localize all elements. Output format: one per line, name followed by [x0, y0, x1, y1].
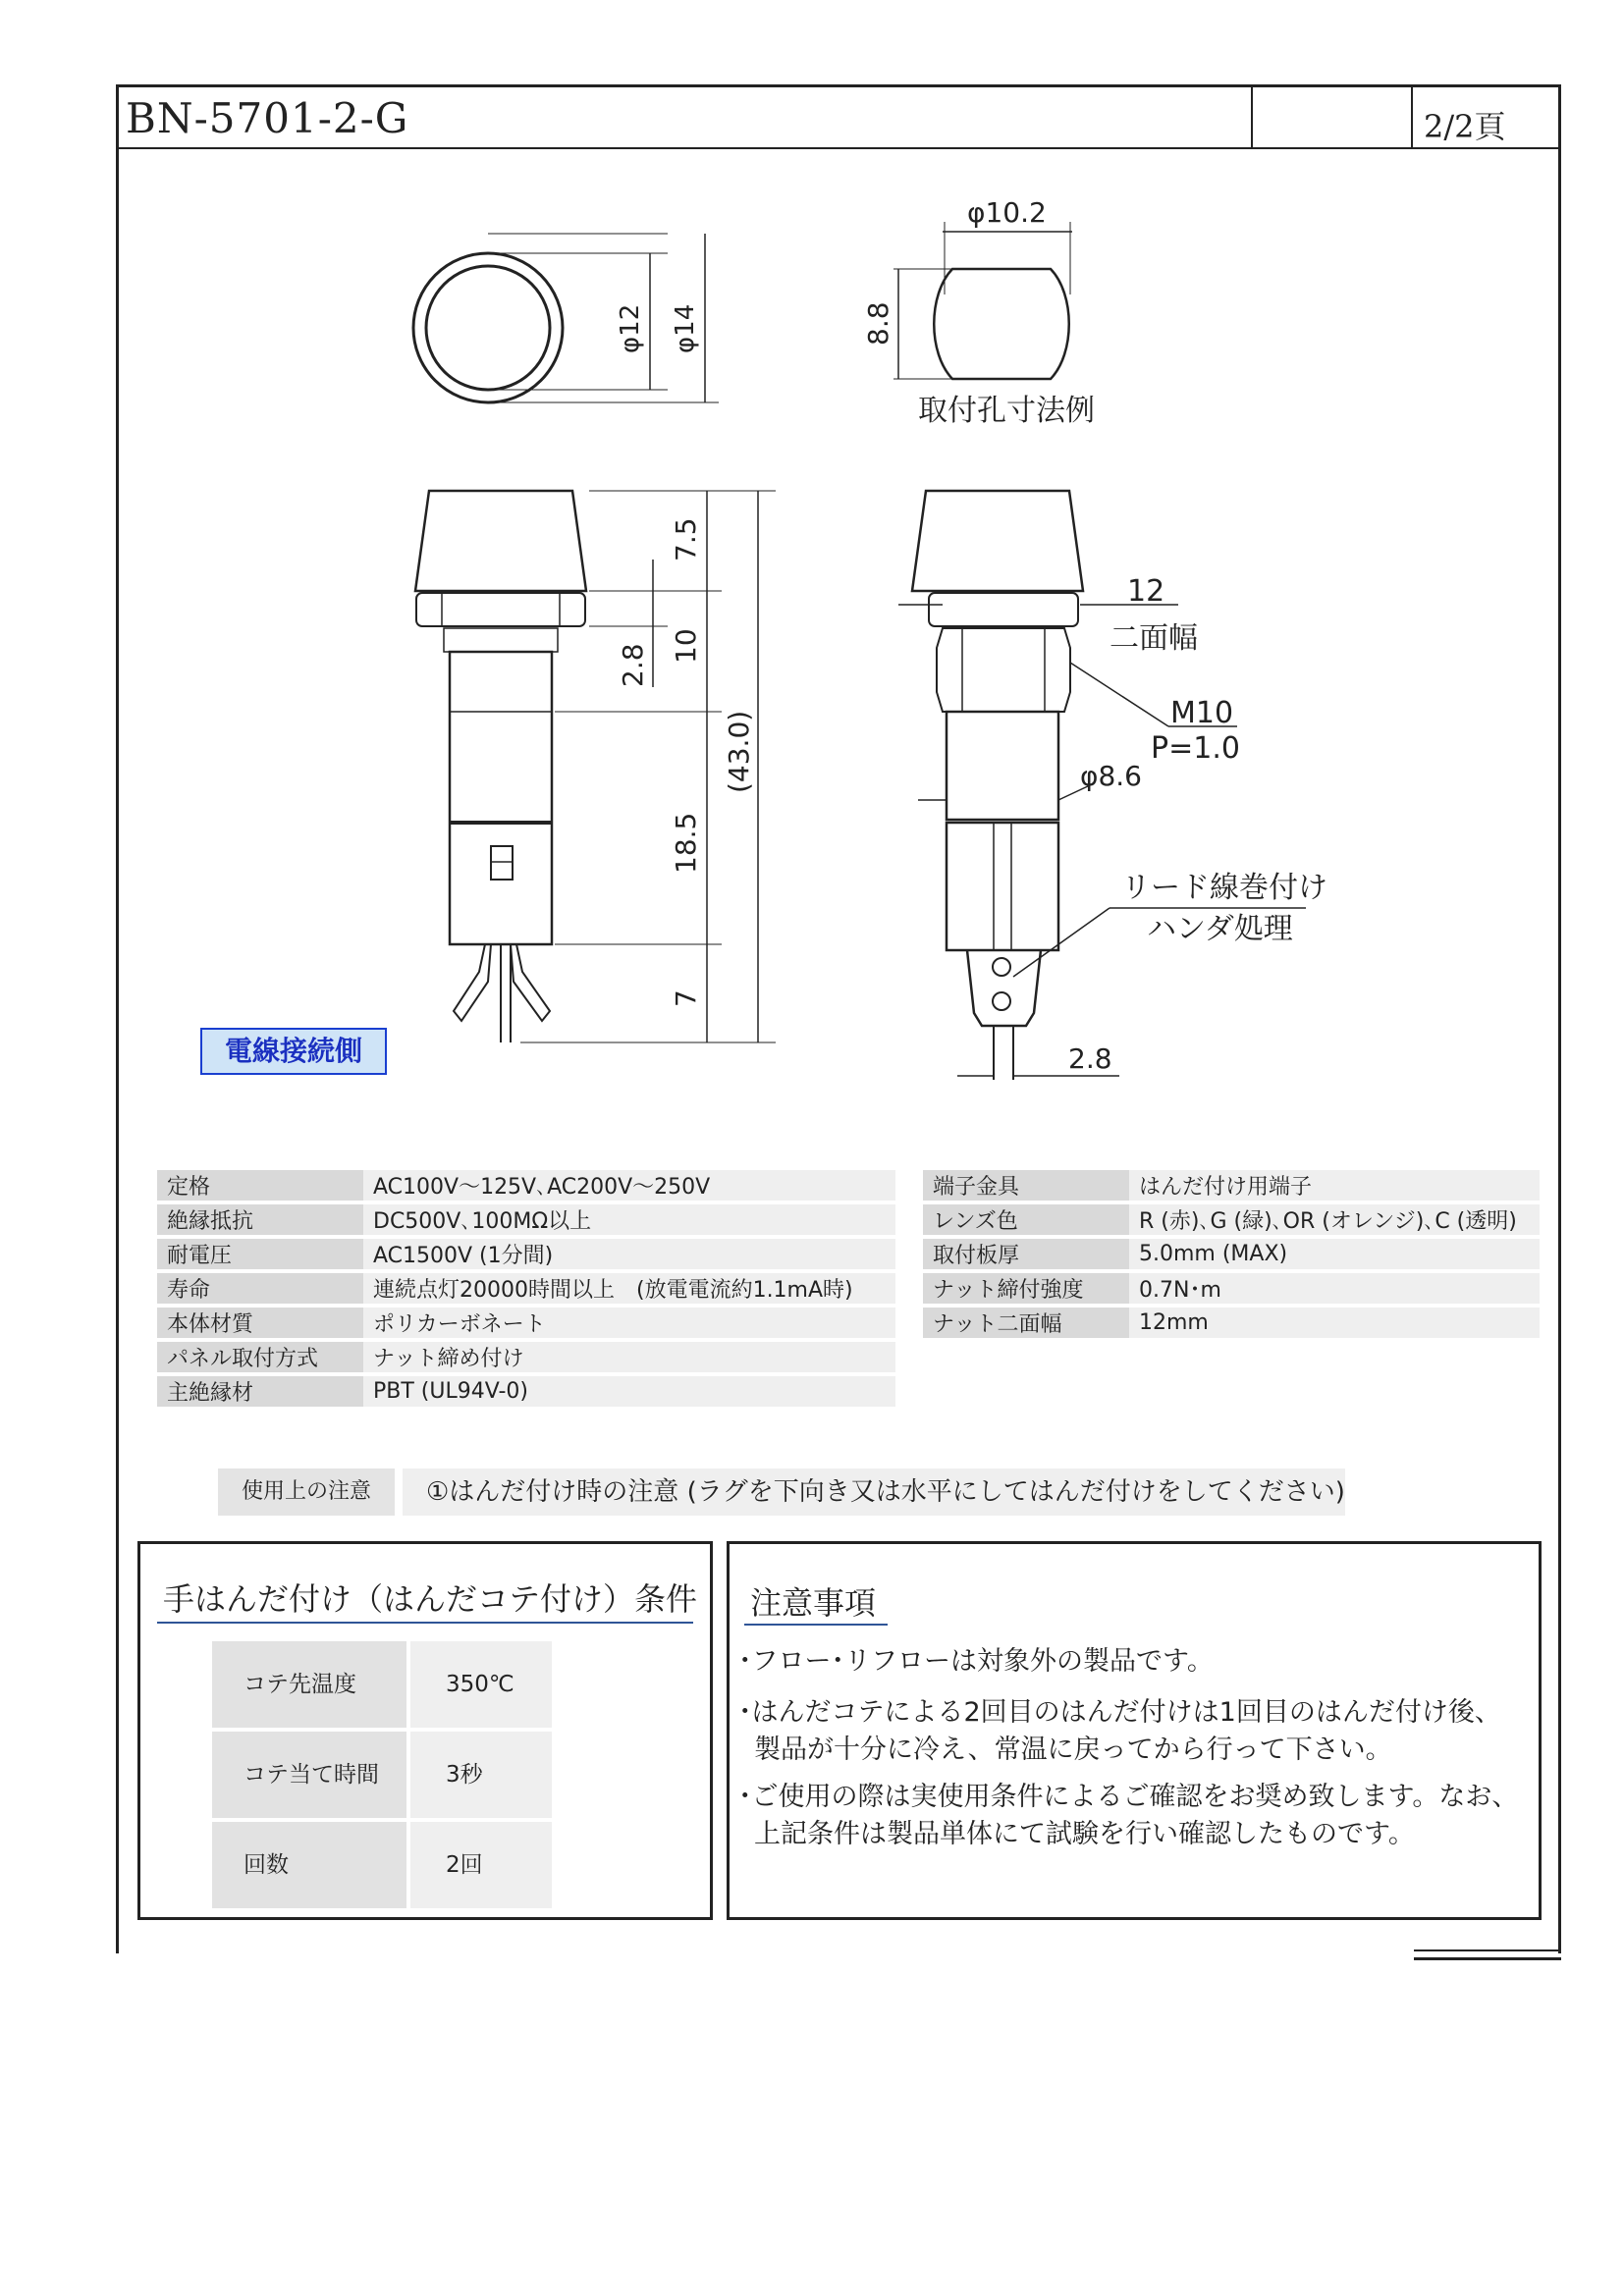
caution-text: ①はんだ付け時の注意 (ラグを下向き又は水平にしてはんだ付けをしてください)	[403, 1468, 1345, 1516]
table-row	[923, 1170, 1540, 1201]
spec-table-right	[923, 1166, 1540, 1342]
thread-size: M10	[1170, 696, 1234, 730]
table-row	[923, 1239, 1540, 1269]
spec-key: パネル取付方式	[157, 1342, 363, 1372]
spec-key: ナット締付強度	[923, 1273, 1129, 1304]
lug-right	[511, 944, 550, 1021]
spec-value: PBT (UL94V-0)	[363, 1376, 895, 1407]
table-row	[923, 1308, 1540, 1338]
nut	[929, 593, 1078, 626]
table-row	[157, 1170, 895, 1201]
dim-hole-width: φ10.2	[967, 196, 1047, 229]
spec-key: ナット二面幅	[923, 1308, 1129, 1338]
spec-value: R (赤)､G (緑)､OR (オレンジ)､C (透明)	[1129, 1204, 1540, 1235]
body-dia: φ8.6	[1080, 760, 1142, 792]
cond-key: 回数	[212, 1822, 406, 1908]
spec-value: はんだ付け用端子	[1129, 1170, 1540, 1201]
spec-key: 主絶縁材	[157, 1376, 363, 1407]
table-row	[923, 1204, 1540, 1235]
note-item: 製品が十分に冷え、常温に戻ってから行って下さい。	[754, 1735, 1392, 1765]
table-row	[157, 1308, 895, 1338]
spec-value: 12mm	[1129, 1308, 1540, 1338]
title-underline	[744, 1624, 888, 1626]
lamp-cap	[415, 491, 586, 591]
across-flats-value: 12	[1127, 574, 1165, 609]
spec-value: 連続点灯20000時間以上 (放電電流約1.1mA時)	[363, 1273, 895, 1304]
spec-value: ナット締め付け	[363, 1342, 895, 1372]
lead-label-2: ハンダ処理	[1147, 912, 1293, 946]
lead-label-1: リード線巻付け	[1121, 871, 1327, 905]
end-line	[1414, 1949, 1561, 1951]
table-row	[212, 1732, 552, 1818]
dim-cap: 7.5	[670, 517, 702, 561]
wire-side-label: 電線接続側	[200, 1028, 387, 1075]
front-outer-circle	[413, 253, 563, 402]
dim-dia-outer: φ14	[671, 303, 700, 353]
spec-key: 取付板厚	[923, 1239, 1129, 1269]
cond-value: 3秒	[410, 1732, 552, 1818]
spec-key: レンズ色	[923, 1204, 1129, 1235]
spec-key: 端子金具	[923, 1170, 1129, 1201]
dim-body: 18.5	[670, 812, 702, 874]
table-row	[212, 1641, 552, 1728]
pin-width: 2.8	[1068, 1042, 1112, 1075]
table-row	[157, 1204, 895, 1235]
table-row	[157, 1342, 895, 1372]
body	[450, 652, 552, 944]
note-item: ･フロー･リフローは対象外の製品です。	[738, 1646, 1214, 1677]
spec-value: 5.0mm (MAX)	[1129, 1239, 1540, 1269]
table-row	[212, 1822, 552, 1908]
hole-caption: 取付孔寸法例	[918, 394, 1095, 428]
cond-value: 2回	[410, 1822, 552, 1908]
spec-value: 0.7N･m	[1129, 1273, 1540, 1304]
table-row	[157, 1239, 895, 1269]
dim-hole-height: 8.8	[862, 301, 894, 346]
cond-value: 350℃	[410, 1641, 552, 1728]
soldering-title: 手はんだ付け（はんだコテ付け）条件	[163, 1580, 698, 1618]
lug-left	[454, 944, 491, 1021]
spec-value: AC1500V (1分間)	[363, 1239, 895, 1269]
note-item: ･はんだコテによる2回目のはんだ付けは1回目のはんだ付け後、	[738, 1697, 1501, 1728]
spec-value: ポリカーボネート	[363, 1308, 895, 1338]
spec-key: 定格	[157, 1170, 363, 1201]
washer	[444, 628, 558, 652]
table-row	[157, 1376, 895, 1407]
front-inner-circle	[426, 266, 550, 390]
spec-key: 耐電圧	[157, 1239, 363, 1269]
dim-total: (43.0)	[723, 710, 755, 793]
notes-title: 注意事項	[750, 1584, 877, 1622]
base	[947, 823, 1058, 950]
note-item: 上記条件は製品単体にて試験を行い確認したものです。	[754, 1819, 1415, 1849]
title-underline	[157, 1622, 693, 1624]
terminal	[967, 950, 1041, 1026]
window	[491, 846, 513, 880]
cond-key: コテ先温度	[212, 1641, 406, 1728]
spec-table-left	[157, 1166, 895, 1411]
table-row	[157, 1273, 895, 1304]
spec-value: DC500V､100MΩ以上	[363, 1204, 895, 1235]
caution-label: 使用上の注意	[218, 1468, 395, 1516]
end-line	[1414, 1957, 1561, 1960]
lamp-cap	[912, 491, 1083, 591]
across-flats-label: 二面幅	[1110, 621, 1198, 656]
cond-key: コテ当て時間	[212, 1732, 406, 1818]
spec-key: 寿命	[157, 1273, 363, 1304]
spec-key: 絶縁抵抗	[157, 1204, 363, 1235]
thread-pitch: P=1.0	[1151, 731, 1240, 766]
dim-pin: 7	[670, 989, 702, 1007]
note-item: ･ご使用の際は実使用条件によるご確認をお奨め致します。なお、	[738, 1782, 1519, 1812]
dim-nut: 2.8	[617, 643, 649, 687]
body	[947, 712, 1058, 820]
model-number: BN-5701-2-G	[126, 94, 409, 142]
hole-shape	[934, 269, 1069, 379]
spec-key: 本体材質	[157, 1308, 363, 1338]
spec-value: AC100V～125V､AC200V～250V	[363, 1170, 895, 1201]
page-number: 2/2頁	[1424, 108, 1506, 145]
dim-thread: 10	[670, 628, 702, 664]
hex-nut	[937, 628, 1070, 712]
table-row	[923, 1273, 1540, 1304]
dim-dia-inner: φ12	[616, 303, 645, 353]
